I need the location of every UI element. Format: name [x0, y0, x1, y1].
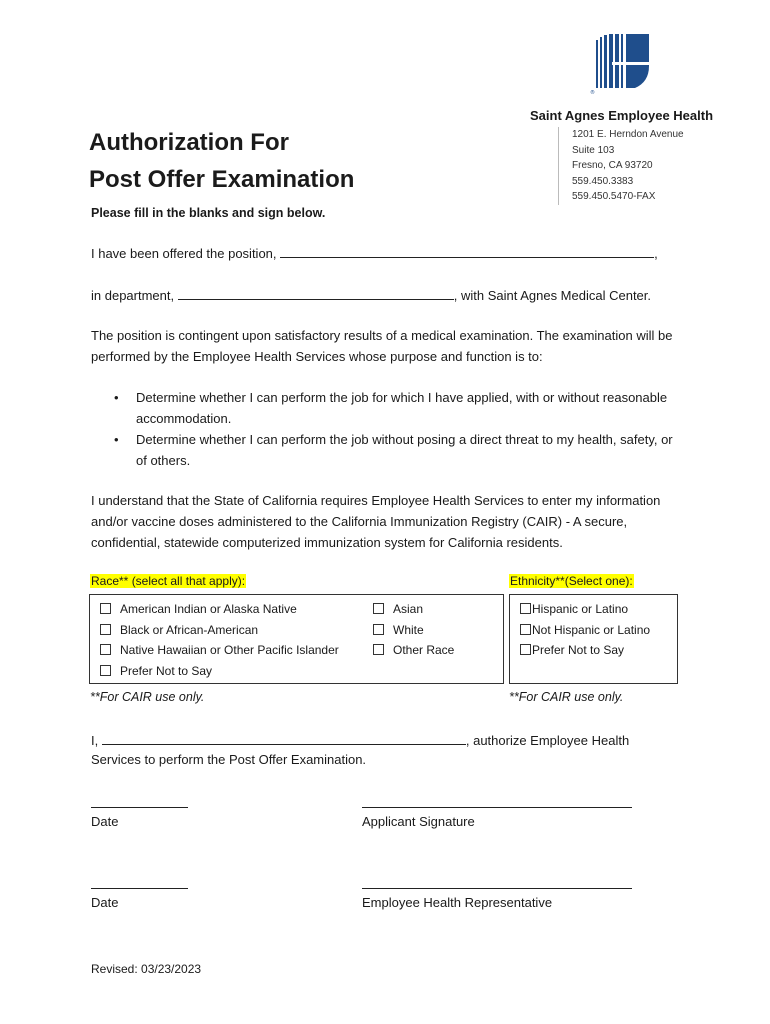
ethnicity-options [520, 599, 650, 661]
date-label-1: Date [91, 814, 119, 829]
race-options-col2 [373, 599, 454, 661]
applicant-signature-line[interactable] [362, 807, 632, 808]
checkbox[interactable] [520, 644, 531, 655]
checkbox[interactable] [100, 624, 111, 635]
authorize-prefix: I, [91, 733, 99, 748]
race-option[interactable]: Black or African-American [100, 620, 339, 641]
revised-date: Revised: 03/23/2023 [91, 962, 202, 976]
registered-mark: ® [590, 90, 595, 94]
race-option[interactable]: White [373, 620, 454, 641]
purpose-list [106, 387, 676, 471]
list-item: • Determine whether I can perform the job for which I have applied, with or without reasonable accommodation. [106, 387, 676, 429]
ethnicity-option[interactable]: Hispanic or Latino [520, 599, 650, 620]
representative-label: Employee Health Representative [362, 895, 553, 910]
phone: 559.450.3383 [572, 175, 634, 187]
checkbox[interactable] [373, 603, 384, 614]
department-label: in department, [91, 288, 175, 303]
checkbox[interactable] [100, 644, 111, 655]
race-note: **For CAIR use only. [90, 690, 205, 704]
checkbox[interactable] [520, 603, 531, 614]
address-line: 1201 E. Herndon Avenue [572, 129, 684, 140]
org-name: Saint Agnes Employee Health [530, 108, 714, 123]
ethnicity-note: **For CAIR use only. [509, 690, 624, 704]
date-label-2: Date [91, 895, 119, 910]
department-line [91, 287, 651, 303]
contingent-paragraph: The position is contingent upon satisfactory results of a medical examination. The examination will be performed by the Employee Health Services whose purpose and function is to: [91, 328, 673, 364]
race-option[interactable]: Asian [373, 599, 454, 620]
position-suffix: , [654, 246, 658, 261]
race-box [89, 594, 504, 684]
ethnicity-label: Ethnicity**(Select one): [510, 574, 633, 588]
race-option[interactable]: Prefer Not to Say [100, 661, 339, 682]
address-block [558, 127, 684, 205]
checkbox[interactable] [373, 624, 384, 635]
race-options-col1 [100, 599, 339, 681]
applicant-signature-label: Applicant Signature [362, 814, 475, 829]
ethnicity-option[interactable]: Not Hispanic or Latino [520, 620, 650, 641]
department-field[interactable] [178, 287, 454, 300]
race-option[interactable]: American Indian or Alaska Native [100, 599, 339, 620]
bullet-icon: • [114, 390, 119, 405]
date-line-2[interactable] [91, 888, 188, 889]
checkbox[interactable] [520, 624, 531, 635]
saint-agnes-logo [590, 32, 652, 94]
representative-signature-line[interactable] [362, 888, 632, 889]
authorize-line [91, 732, 629, 748]
position-field[interactable] [280, 245, 654, 258]
checkbox[interactable] [100, 665, 111, 676]
fax: 559.450.5470-FAX [572, 191, 656, 202]
name-field[interactable] [102, 732, 466, 745]
checkbox[interactable] [373, 644, 384, 655]
bullet-icon: • [114, 432, 119, 447]
page-title [89, 124, 354, 198]
position-label: I have been offered the position, [91, 246, 277, 261]
address-line: Fresno, CA 93720 [572, 160, 653, 171]
race-option[interactable]: Other Race [373, 640, 454, 661]
date-line-1[interactable] [91, 807, 188, 808]
title-line-2: Post Offer Examination [89, 166, 355, 193]
checkbox[interactable] [100, 603, 111, 614]
authorize-suffix: , authorize Employee Health [465, 733, 630, 748]
list-item: • Determine whether I can perform the job without posing a direct threat to my health, safety, or of others. [106, 429, 676, 471]
address-line: Suite 103 [572, 144, 615, 156]
ethnicity-option[interactable]: Prefer Not to Say [520, 640, 650, 661]
ethnicity-box [509, 594, 678, 684]
race-label: Race** (select all that apply): [91, 574, 246, 588]
race-option[interactable]: Native Hawaiian or Other Pacific Islander [100, 640, 339, 661]
position-line [91, 245, 658, 261]
instructions: Please fill in the blanks and sign below. [91, 206, 326, 220]
cair-paragraph: I understand that the State of California requires Employee Health Services to enter my information and/or vaccine doses administered to the California Immunization Registry (CAIR) - A secure, confidential, statewide computerized immunization system for California residents. [91, 493, 661, 550]
authorize-line-2: Services to perform the Post Offer Examination. [91, 752, 367, 767]
title-line-1: Authorization For [89, 129, 289, 156]
department-suffix: , with Saint Agnes Medical Center. [453, 288, 652, 303]
